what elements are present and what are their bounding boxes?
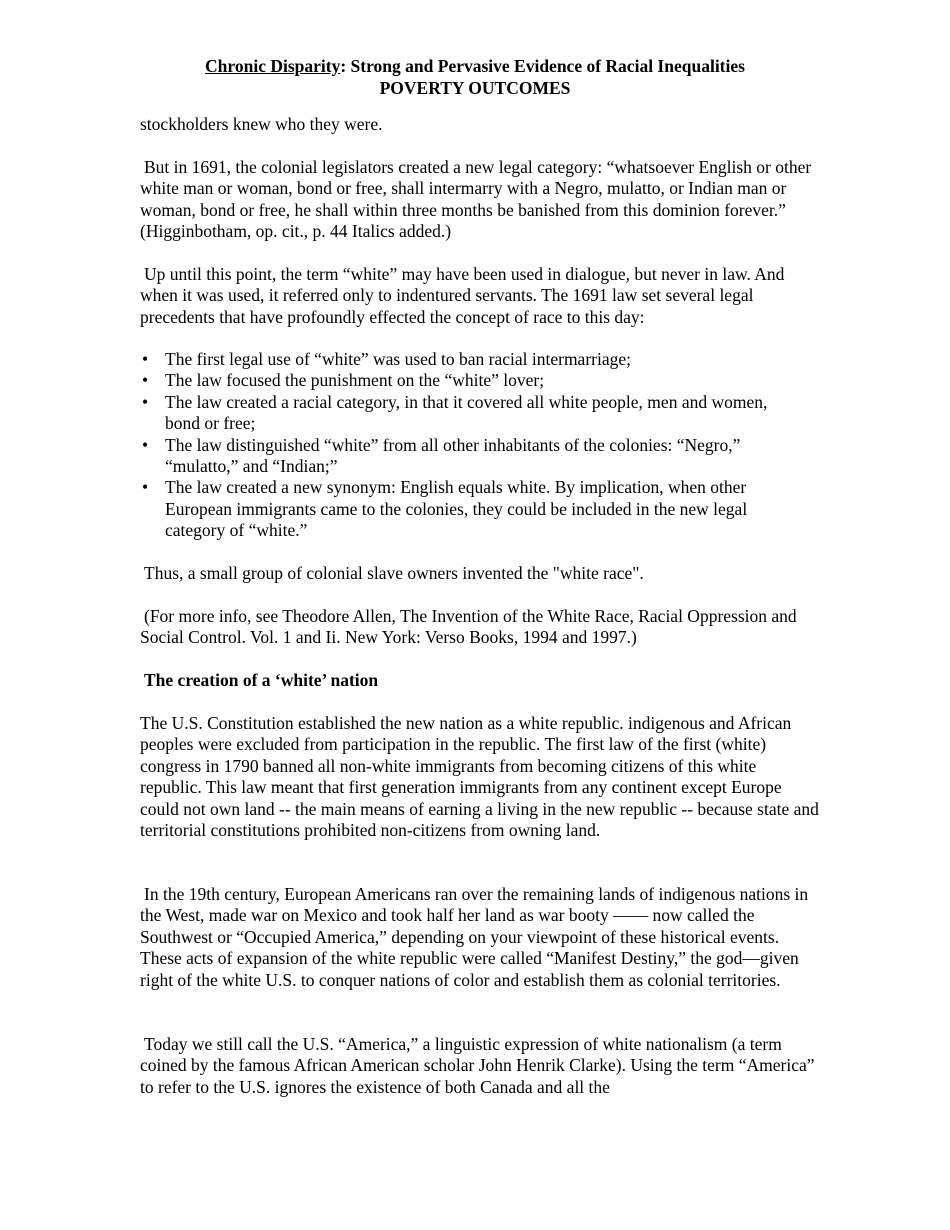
paragraph-2: But in 1691, the colonial legislators created a new legal category: “whatsoever English or other white man or woman, bond or free, shall intermarry with a Negro, mulatto, or Indian man or woman, bond or free, he shall within three months be banished from this dominion forever.” (Higginbotham, op. cit., p. 44 Italics added.) [140, 157, 812, 242]
section-heading: The creation of a ‘white’ nation [144, 670, 379, 690]
precedents-list [140, 349, 805, 542]
paragraph-1: stockholders knew who they were. [140, 114, 383, 134]
list-item: • The law focused the punishment on the “white” lover; [142, 370, 545, 391]
paragraph-3: Up until this point, the term “white” may have been used in dialogue, but never in law. And when it was used, it referred only to indentured servants. The 1691 law set several legal precedents that have profoundly effected the concept of race to this day: [140, 264, 785, 327]
list-item: • The law created a new synonym: English equals white. By implication, when other European immigrants came to the colonies, they could be included in the new legal category of “white.” [142, 477, 748, 541]
bullet-icon: • [142, 349, 149, 369]
paragraph-6: The U.S. Constitution established the new nation as a white republic. indigenous and African peoples were excluded from participation in the republic. The first law of the first (white) congress in 1790 banned all non-white immigrants from becoming citizens of this white republic. This law meant that first generation immigrants from any continent except Europe could not own land -- the main means of earning a living in the new republic -- because state and territorial constitutions prohibited non-citizens from owning land. [140, 713, 819, 841]
paragraph-8: Today we still call the U.S. “America,” a linguistic expression of white nationalism (a term coined by the famous African American scholar John Henrik Clarke). Using the term “America” to refer to the U.S. ignores the existence of both Canada and all the [140, 1034, 815, 1097]
bullet-icon: • [142, 370, 149, 391]
list-item: • The law created a racial category, in that it covered all white people, men and women, bond or free; [142, 391, 768, 434]
page-header [0, 56, 950, 99]
paragraph-4: Thus, a small group of colonial slave owners invented the "white race". [144, 563, 644, 583]
header-title [0, 56, 950, 78]
bullet-icon: • [142, 391, 149, 412]
list-item: • The first legal use of “white” was used to ban racial intermarriage; [142, 349, 631, 369]
bullet-icon: • [142, 477, 149, 498]
header-subtitle: POVERTY OUTCOMES [379, 77, 571, 98]
list-item: • The law distinguished “white” from all other inhabitants of the colonies: “Negro,” “mulatto,” and “Indian;” [142, 434, 741, 477]
header-title-rest: : Strong and Pervasive Evidence of Racial Inequalities [340, 56, 745, 76]
paragraph-5: (For more info, see Theodore Allen, The Invention of the White Race, Racial Oppression and Social Control. Vol. 1 and Ii. New York: Verso Books, 1994 and 1997.) [140, 606, 797, 648]
bullet-icon: • [142, 434, 149, 455]
header-title-underlined: Chronic Disparity [205, 56, 341, 76]
paragraph-7: In the 19th century, European Americans ran over the remaining lands of indigenous nations in the West, made war on Mexico and took half her land as war booty —— now called the Southwest or “Occupied America,” depending on your viewpoint of these historical events. These acts of expansion of the white republic were called “Manifest Destiny,” the god—given right of the white U.S. to conquer nations of color and establish them as colonial territories. [140, 884, 809, 990]
